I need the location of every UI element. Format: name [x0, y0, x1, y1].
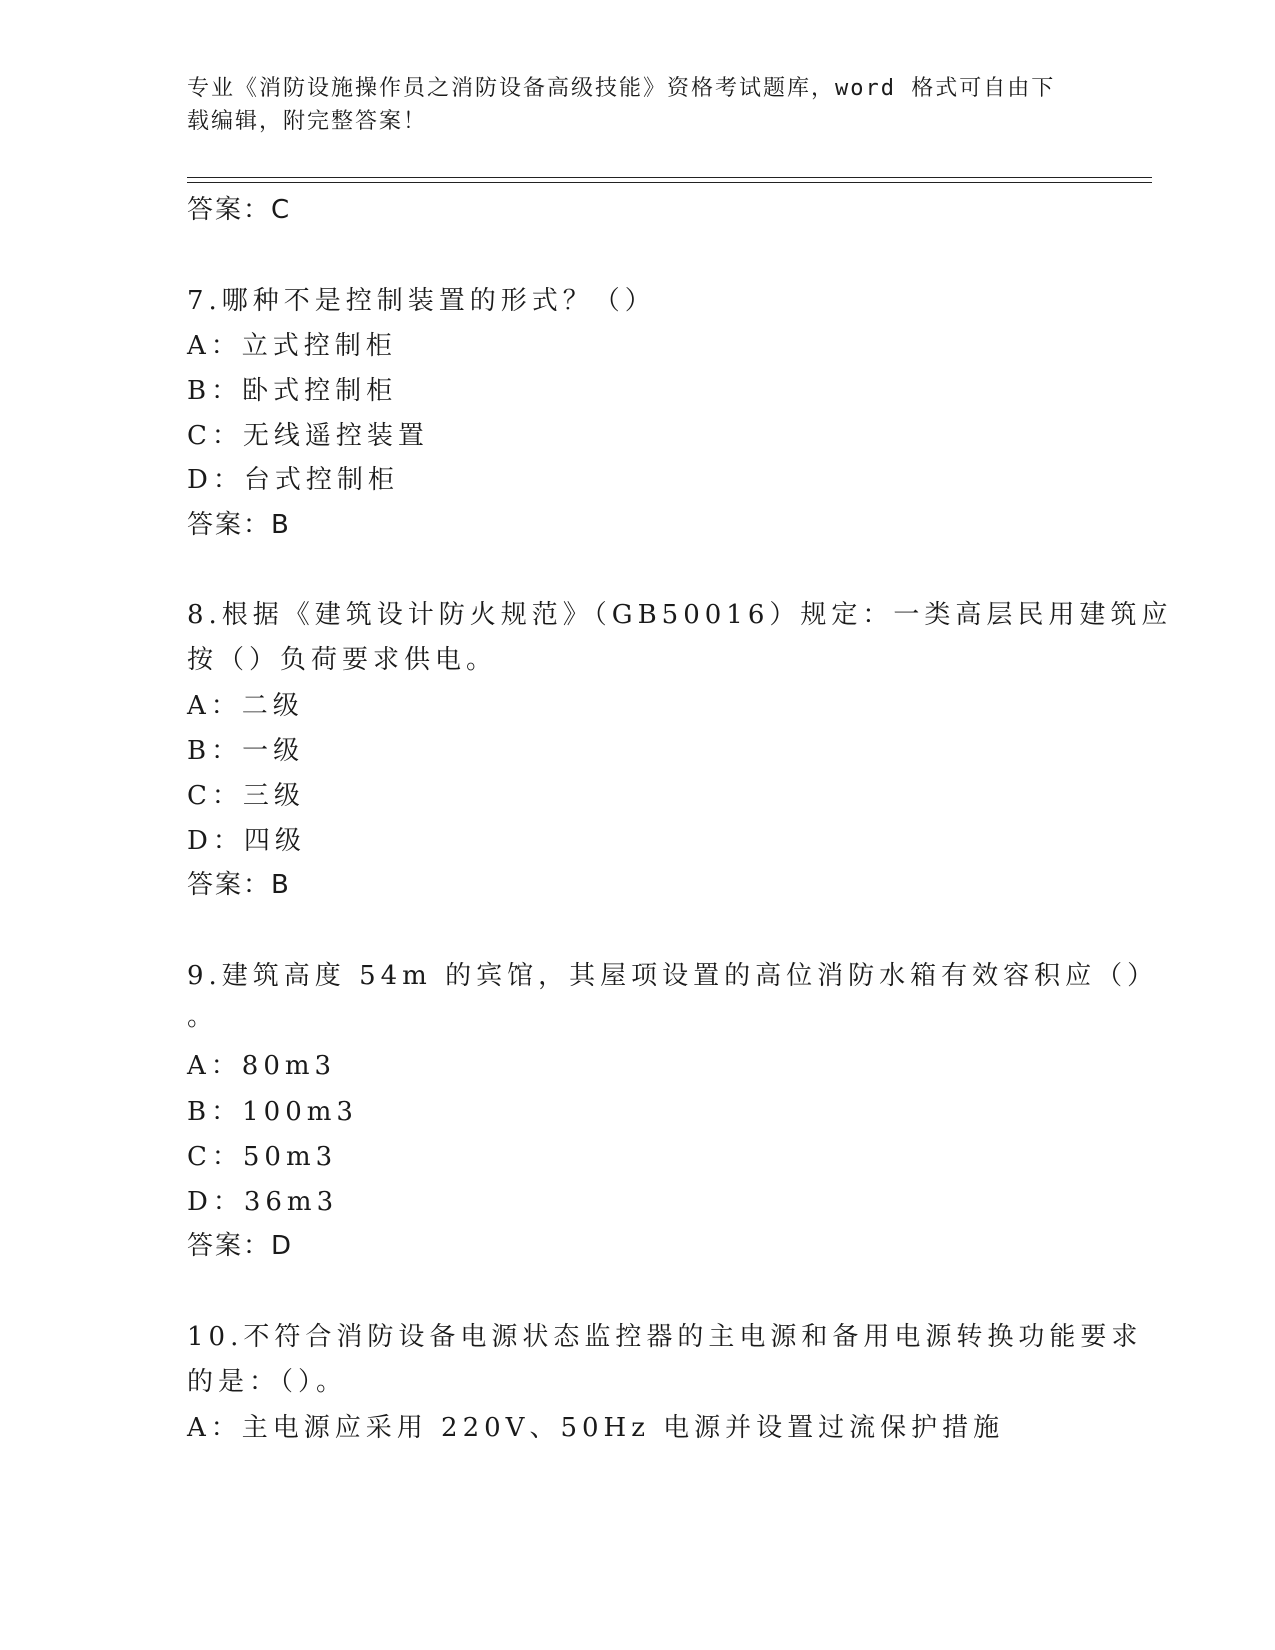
header-divider-top	[187, 177, 1152, 178]
question-9-option-c: C：50m3	[187, 1142, 338, 1172]
question-9-option-b: B：100m3	[187, 1097, 358, 1127]
header-line-2: 载编辑，附完整答案！	[187, 109, 428, 134]
document-header	[187, 72, 1067, 138]
header-divider-bottom	[187, 182, 1152, 183]
question-7-option-d: D：台式控制柜	[187, 465, 399, 495]
question-10-text-line-1: 10.不符合消防设备电源状态监控器的主电源和备用电源转换功能要求	[187, 1322, 1143, 1352]
question-9-option-a: A：80m3	[187, 1051, 337, 1081]
question-9-option-d: D：36m3	[187, 1187, 339, 1217]
question-10-option-a: A：主电源应采用 220V、50Hz 电源并设置过流保护措施	[187, 1413, 1005, 1443]
question-9-text-line-2: 。	[187, 1002, 219, 1032]
question-10-text-line-2: 的是：（）。	[187, 1367, 348, 1397]
question-8-option-a: A：二级	[187, 691, 304, 721]
question-7-option-c: C：无线遥控装置	[187, 421, 429, 451]
question-9-answer: 答案：D	[187, 1231, 294, 1261]
question-8-option-d: D：四级	[187, 826, 306, 856]
question-9-text-line-1: 9.建筑高度 54m 的宾馆，其屋项设置的高位消防水箱有效容积应（）	[187, 961, 1159, 991]
question-8-option-b: B：一级	[187, 736, 305, 766]
question-7-answer: 答案：B	[187, 510, 291, 540]
question-8-answer: 答案：B	[187, 870, 291, 900]
question-8-option-c: C：三级	[187, 781, 305, 811]
question-7-option-a: A：立式控制柜	[187, 331, 397, 361]
header-line-1: 专业《消防设施操作员之消防设备高级技能》资格考试题库，word 格式可自由下	[187, 76, 1056, 101]
question-8-text-line-2: 按（）负荷要求供电。	[187, 645, 498, 675]
previous-answer: 答案：C	[187, 195, 292, 225]
question-7-option-b: B：卧式控制柜	[187, 376, 398, 406]
question-8-text-line-1: 8.根据《建筑设计防火规范》（GB50016）规定：一类高层民用建筑应	[187, 600, 1173, 630]
question-7-text: 7.哪种不是控制装置的形式？（）	[187, 286, 656, 316]
